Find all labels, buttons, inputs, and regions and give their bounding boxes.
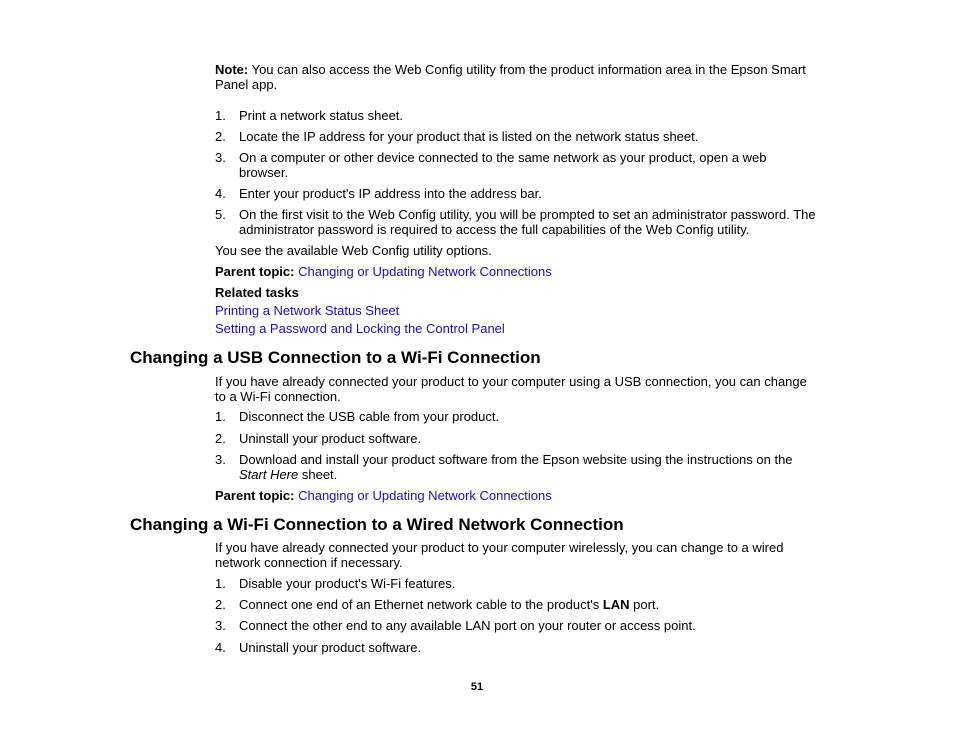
step-text: Uninstall your product software. xyxy=(239,431,422,446)
step-text-part: port. xyxy=(629,597,660,612)
step-text: Disable your product's Wi-Fi features. xyxy=(239,576,456,591)
step-number: 4. xyxy=(215,186,226,201)
step-text: On the first visit to the Web Config utility, you will be prompted to set an administrator password. The administrator password is required to access the full capabilities of the Web Config utility. xyxy=(239,207,816,237)
lan-port-label: LAN xyxy=(602,597,630,612)
step-text-part: sheet. xyxy=(298,467,338,482)
step-number: 2. xyxy=(215,431,226,446)
step-number: 2. xyxy=(215,597,226,612)
step-number: 3. xyxy=(215,618,226,633)
step-number: 1. xyxy=(215,576,226,591)
parent-topic-label: Parent topic: xyxy=(215,488,295,503)
section-heading-wired: Changing a Wi-Fi Connection to a Wired Network Connection xyxy=(130,515,624,534)
step-number: 5. xyxy=(215,207,226,222)
usb-intro: If you have already connected your product to your computer using a USB connection, you can change to a Wi-Fi connection. xyxy=(215,374,807,404)
parent-topic-label: Parent topic: xyxy=(215,264,295,279)
step-text: Enter your product's IP address into the address bar. xyxy=(239,186,542,201)
page-number: 51 xyxy=(470,681,484,693)
wired-intro: If you have already connected your product to your computer wirelessly, you can change to a wired network connection if necessary. xyxy=(215,540,784,570)
section-heading-usb: Changing a USB Connection to a Wi-Fi Connection xyxy=(130,348,541,367)
parent-topic-link[interactable]: Changing or Updating Network Connections xyxy=(298,264,552,279)
related-task-link[interactable]: Printing a Network Status Sheet xyxy=(215,303,400,318)
step-number: 3. xyxy=(215,452,226,467)
step-number: 1. xyxy=(215,108,226,123)
related-tasks-heading: Related tasks xyxy=(215,285,299,300)
step-text: Connect the other end to any available LAN port on your router or access point. xyxy=(239,618,696,633)
step-number: 1. xyxy=(215,409,226,424)
note-paragraph xyxy=(215,62,820,92)
step-text: On a computer or other device connected to the same network as your product, open a web browser. xyxy=(239,150,767,180)
step-text: Locate the IP address for your product that is listed on the network status sheet. xyxy=(239,129,699,144)
step-text: Print a network status sheet. xyxy=(239,108,404,123)
note-text: You can also access the Web Config utility from the product information area in the Epson Smart Panel app. xyxy=(215,62,806,92)
start-here-title: Start Here xyxy=(239,467,299,482)
result-text: You see the available Web Config utility options. xyxy=(215,243,492,258)
related-task-link[interactable]: Setting a Password and Locking the Control Panel xyxy=(215,321,505,336)
step-text: Uninstall your product software. xyxy=(239,640,422,655)
parent-topic xyxy=(215,488,825,503)
parent-topic-link[interactable]: Changing or Updating Network Connections xyxy=(298,488,552,503)
note-label: Note: xyxy=(215,62,249,77)
step-text xyxy=(239,597,829,612)
step-text xyxy=(239,452,814,482)
step-text-part: Download and install your product software from the Epson website using the instructions on the xyxy=(239,452,793,467)
step-text-part: Connect one end of an Ethernet network cable to the product's xyxy=(239,597,603,612)
step-number: 4. xyxy=(215,640,226,655)
step-number: 3. xyxy=(215,150,226,165)
step-number: 2. xyxy=(215,129,226,144)
step-text: Disconnect the USB cable from your product. xyxy=(239,409,500,424)
parent-topic xyxy=(215,264,825,279)
